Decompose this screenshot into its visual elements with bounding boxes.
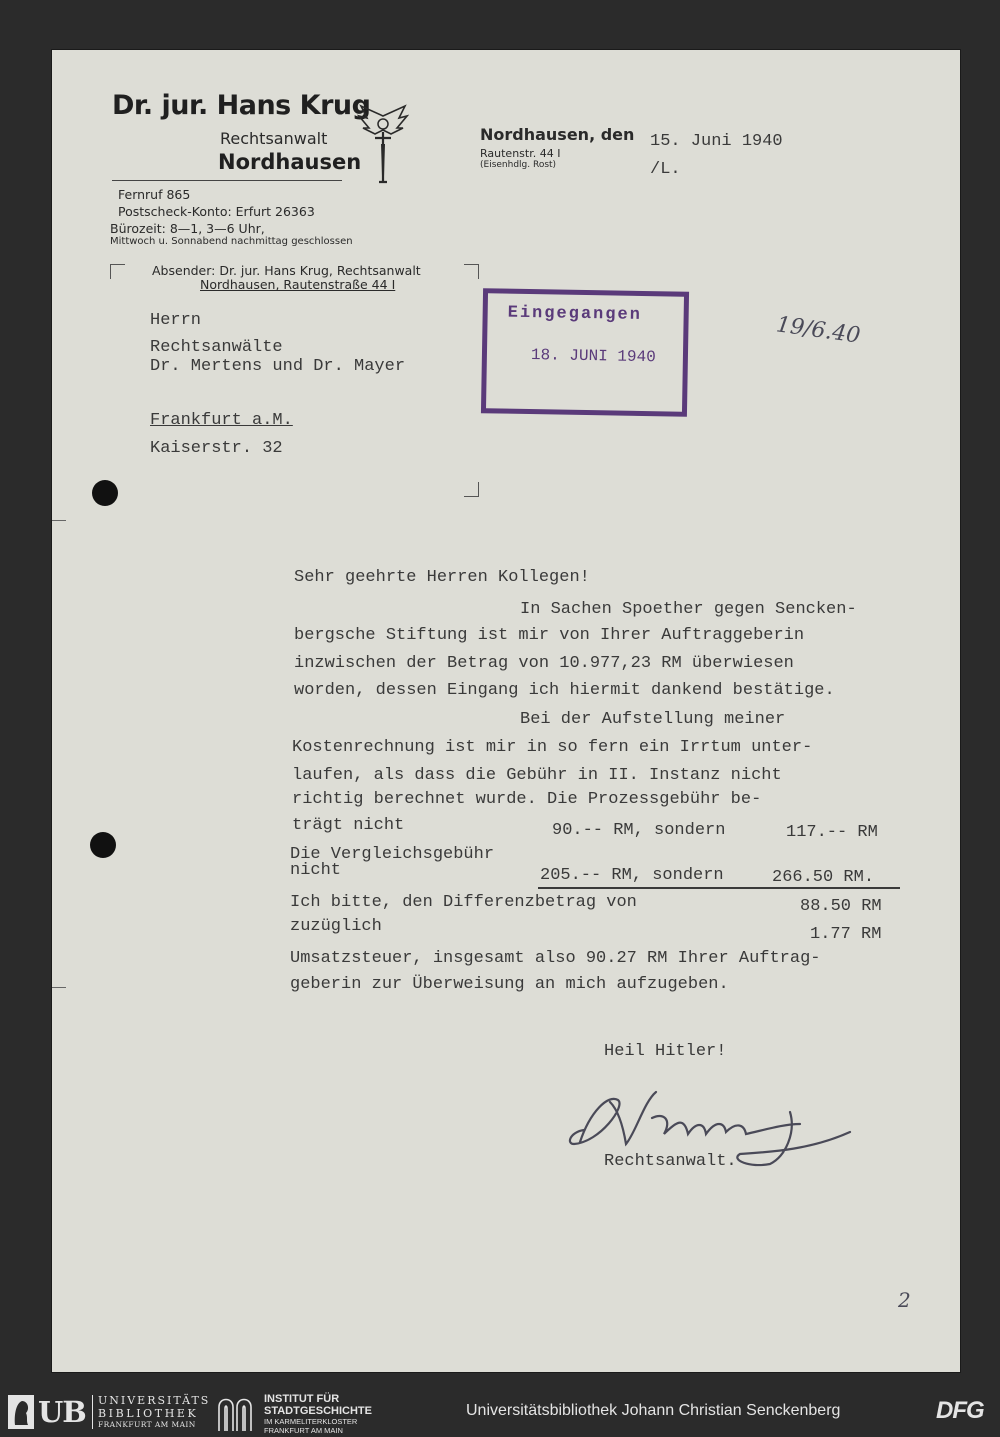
letterhead-phone: Fernruf 865: [118, 187, 191, 202]
window-corner-tr: [464, 264, 479, 279]
row4-right: 1.77 RM: [810, 925, 882, 944]
footer-institution: Universitätsbibliothek Johann Christian Senckenberg: [466, 1402, 841, 1419]
letterhead-postscheck: Postscheck-Konto: Erfurt 26363: [118, 204, 315, 219]
letter-page: [52, 50, 960, 1372]
row2-mid: 205.-- RM, sondern: [540, 866, 724, 885]
footer-bar: [0, 1387, 1000, 1437]
stamp-title: Eingegangen: [507, 303, 643, 325]
body-p3-line-2: geberin zur Überweisung an mich aufzugeben.: [290, 975, 729, 994]
letterhead-street-note: (Eisenhdlg. Rost): [480, 160, 557, 170]
body-p2-line-3: laufen, als dass die Gebühr in II. Instanz nicht: [292, 766, 782, 785]
greeting: Sehr geehrte Herren Kollegen!: [294, 568, 590, 587]
row1-right: 117.-- RM: [786, 823, 878, 842]
ub-logo-text: UB: [38, 1395, 86, 1429]
closing: Heil Hitler!: [604, 1042, 727, 1061]
sender-line-2: Nordhausen, Rautenstraße 44 I: [200, 277, 396, 292]
row1-mid: 90.-- RM, sondern: [552, 821, 726, 840]
goethe-portrait-icon: [8, 1395, 34, 1429]
row1-label: trägt nicht: [292, 816, 405, 835]
recipient-line-2: Dr. Mertens und Dr. Mayer: [150, 357, 406, 376]
handwritten-date-note: 19/6.40: [774, 312, 862, 349]
body-p3-line-1: Umsatzsteuer, insgesamt also 90.27 RM Ihrer Auftrag-: [290, 949, 821, 968]
recipient-city: Frankfurt a.M.: [150, 411, 293, 430]
body-p1-line-4: worden, dessen Eingang ich hiermit dankend bestätige.: [294, 681, 835, 700]
arches-logo-icon: [215, 1393, 255, 1431]
eagle-emblem-icon: [357, 102, 409, 186]
row4-label: zuzüglich: [290, 917, 382, 936]
punch-hole-top: [92, 480, 118, 506]
ub-line-1: UNIVERSITÄTS: [98, 1394, 211, 1407]
row2-label-2: nicht: [290, 861, 342, 880]
signature-title: Rechtsanwalt.: [604, 1152, 737, 1171]
letter-date: 15. Juni 1940: [650, 132, 783, 151]
letterhead-title: Rechtsanwalt: [220, 129, 328, 148]
body-p1-line-3: inzwischen der Betrag von 10.977,23 RM überwiesen: [294, 654, 794, 673]
margin-tick-1: [52, 520, 66, 521]
ub-line-3: FRANKFURT AM MAIN: [98, 1420, 196, 1429]
dfg-logo: DFG: [936, 1397, 984, 1424]
margin-tick-2: [52, 987, 66, 988]
body-p2-line-2: Kostenrechnung ist mir in so fern ein Irrtum unter-: [292, 738, 813, 757]
row2-label-1: Die Vergleichsgebühr: [290, 845, 495, 864]
row3-label: Ich bitte, den Differenzbetrag von: [290, 893, 637, 912]
punch-hole-bottom: [90, 832, 116, 858]
body-p1-line-2: bergsche Stiftung ist mir von Ihrer Auftraggeberin: [294, 626, 805, 645]
window-corner-tl: [110, 264, 125, 279]
letterhead-closed: Mittwoch u. Sonnabend nachmittag geschlossen: [110, 236, 353, 247]
recipient-line-1: Rechtsanwälte: [150, 338, 283, 357]
isg-line-3: IM KARMELITERKLOSTER: [264, 1417, 358, 1426]
window-corner-br: [464, 482, 479, 497]
sender-line-1: Absender: Dr. jur. Hans Krug, Rechtsanwalt: [152, 263, 421, 278]
row2-right: 266.50 RM.: [772, 868, 875, 887]
body-p2-line-4: richtig berechnet wurde. Die Prozessgebühr be-: [292, 790, 762, 809]
isg-line-2: STADTGESCHICHTE: [264, 1405, 372, 1417]
letterhead-rule: [112, 180, 342, 181]
ub-divider: [92, 1395, 93, 1429]
letterhead-city: Nordhausen: [218, 150, 362, 174]
body-p2-line-1: Bei der Aufstellung meiner: [520, 710, 786, 729]
received-stamp: [481, 288, 689, 417]
letterhead-name: Dr. jur. Hans Krug: [112, 90, 371, 121]
ub-line-2: BIBLIOTHEK: [98, 1407, 199, 1420]
sum-underline: [538, 887, 900, 889]
letterhead-street: Rautenstr. 44 I: [480, 147, 561, 160]
row3-right: 88.50 RM: [800, 897, 882, 916]
handwritten-page-number: 2: [898, 1288, 911, 1312]
place-date-prefix: Nordhausen, den: [480, 125, 635, 144]
body-p1-line-1: In Sachen Spoether gegen Sencken-: [520, 600, 857, 619]
letterhead-hours: Bürozeit: 8—1, 3—6 Uhr,: [110, 221, 265, 236]
recipient-street: Kaiserstr. 32: [150, 439, 283, 458]
recipient-salutation: Herrn: [150, 311, 202, 330]
isg-line-1: INSTITUT FÜR: [264, 1393, 340, 1405]
letter-reference: /L.: [650, 160, 681, 179]
stamp-date: 18. JUNI 1940: [530, 346, 656, 367]
isg-line-4: FRANKFURT AM MAIN: [264, 1426, 343, 1435]
